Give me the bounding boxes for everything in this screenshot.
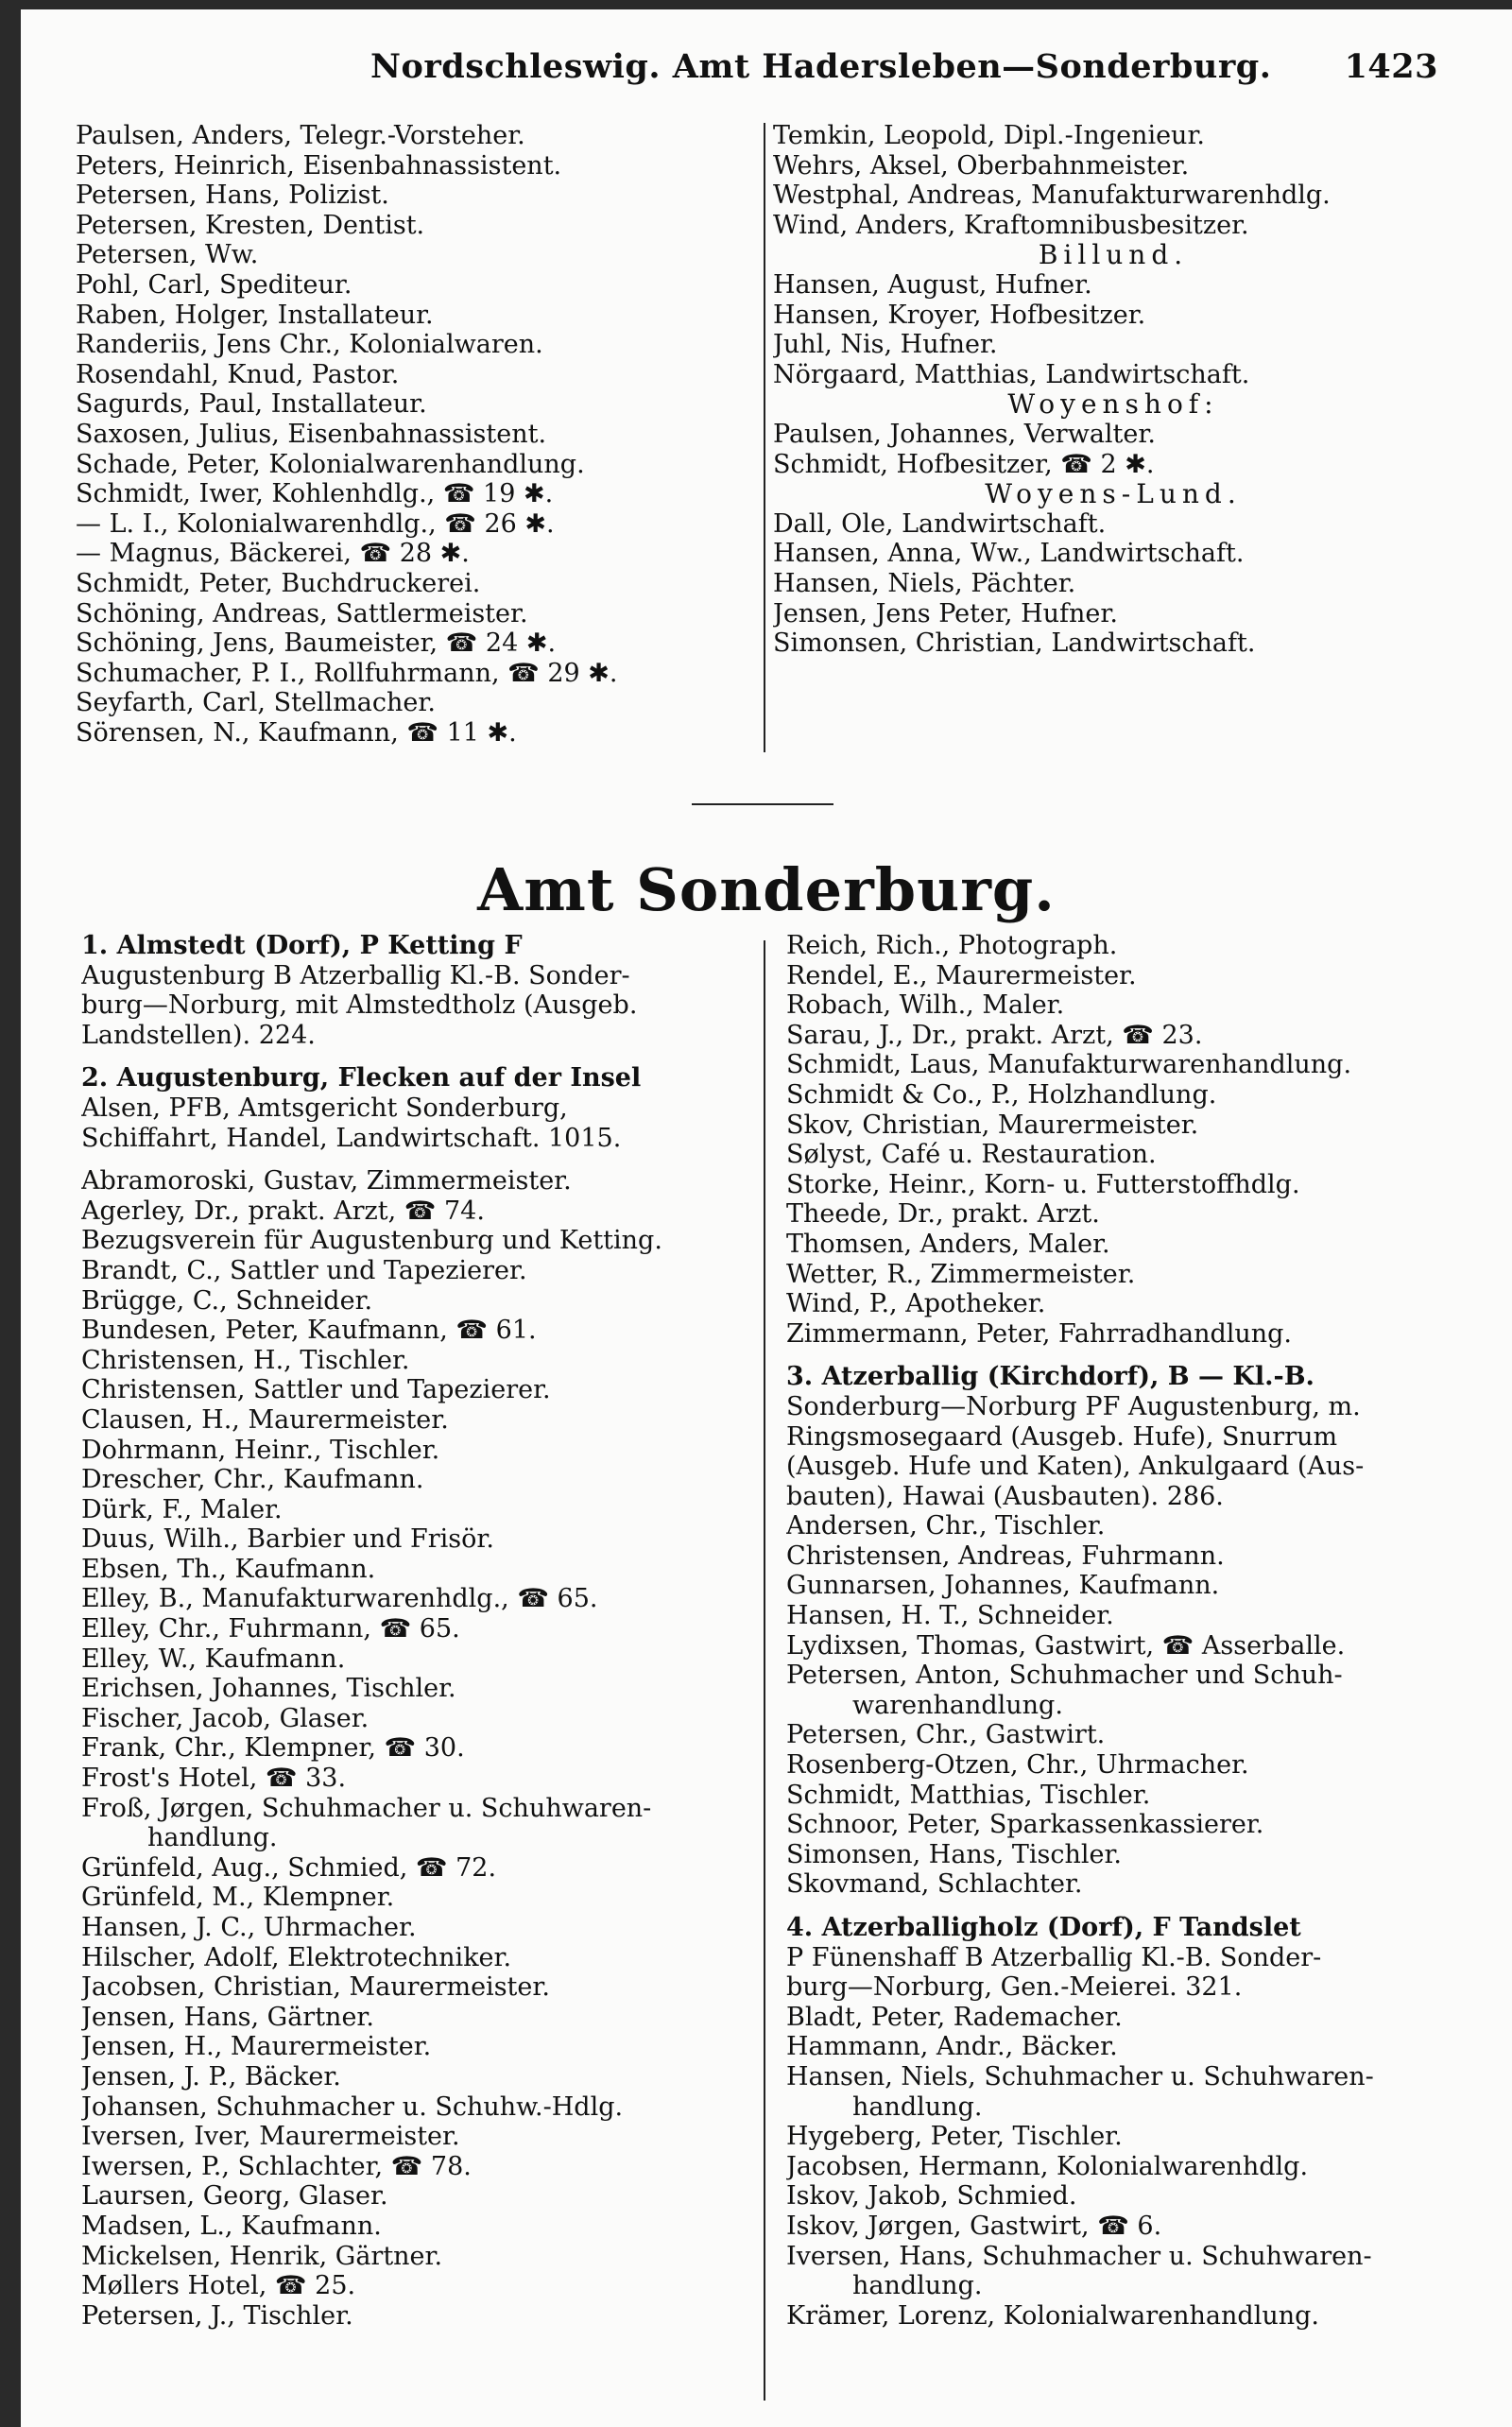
- directory-entry: Hansen, J. C., Uhrmacher.: [81, 1913, 417, 1942]
- directory-entry: Hansen, Niels, Schuhmacher u. Schuhwaren-: [786, 2061, 1374, 2091]
- column-divider-top: [764, 123, 765, 752]
- directory-entry: Grünfeld, M., Klempner.: [81, 1883, 395, 1913]
- bottom-right-column: [786, 931, 1459, 2331]
- directory-entry: Froß, Jørgen, Schuhmacher u. Schuhwaren-: [81, 1793, 652, 1823]
- directory-entry: Rosenberg-Otzen, Chr., Uhrmacher.: [786, 1750, 1249, 1781]
- directory-entry: — Magnus, Bäckerei, ☎ 28 ✱.: [76, 539, 470, 569]
- directory-entry: Brandt, C., Sattler und Tapezierer.: [81, 1255, 527, 1285]
- directory-entry: Wind, Anders, Kraftomnibusbesitzer.: [773, 210, 1249, 240]
- directory-entry: Simonsen, Christian, Landwirtschaft.: [773, 628, 1256, 659]
- directory-entry: Hilscher, Adolf, Elektrotechniker.: [81, 1942, 512, 1972]
- directory-entry: Dürk, F., Maler.: [81, 1494, 283, 1524]
- directory-entry: Christensen, Sattler und Tapezierer.: [81, 1375, 551, 1405]
- place-heading: Woyenshof:: [1007, 389, 1219, 420]
- directory-entry: Laursen, Georg, Glaser.: [81, 2181, 388, 2212]
- directory-entry: Zimmermann, Peter, Fahrradhandlung.: [786, 1318, 1293, 1349]
- directory-entry: Bundesen, Peter, Kaufmann, ☎ 61.: [81, 1316, 537, 1346]
- directory-entry: Clausen, H., Maurermeister.: [81, 1404, 449, 1435]
- directory-entry: Ringsmosegaard (Ausgeb. Hufe), Snurrum: [786, 1421, 1338, 1452]
- directory-entry: Seyfarth, Carl, Stellmacher.: [76, 688, 436, 718]
- directory-entry: Westphal, Andreas, Manufakturwarenhdlg.: [773, 181, 1331, 211]
- directory-entry: Fischer, Jacob, Glaser.: [81, 1703, 369, 1733]
- directory-entry: Wetter, R., Zimmermeister.: [786, 1259, 1136, 1289]
- directory-entry: Sonderburg—Norburg PF Augustenburg, m.: [786, 1391, 1361, 1421]
- directory-entry: Reich, Rich., Photograph.: [786, 931, 1118, 960]
- directory-entry: Schumacher, P. I., Rollfuhrmann, ☎ 29 ✱.: [76, 658, 618, 688]
- directory-entry: Jensen, H., Maurermeister.: [81, 2032, 432, 2062]
- directory-entry: Pohl, Carl, Spediteur.: [76, 269, 352, 300]
- directory-entry: Hammann, Andr., Bäcker.: [786, 2032, 1118, 2062]
- directory-entry: Sörensen, N., Kaufmann, ☎ 11 ✱.: [76, 717, 517, 748]
- directory-entry: Paulsen, Anders, Telegr.-Vorsteher.: [76, 121, 525, 150]
- directory-entry: Duus, Wilh., Barbier und Frisör.: [81, 1524, 494, 1555]
- directory-entry: Schöning, Jens, Baumeister, ☎ 24 ✱.: [76, 628, 557, 659]
- directory-entry: Simonsen, Hans, Tischler.: [786, 1839, 1122, 1869]
- directory-entry: Peters, Heinrich, Eisenbahnassistent.: [76, 150, 562, 181]
- directory-entry: Schmidt, Hofbesitzer, ☎ 2 ✱.: [773, 449, 1155, 479]
- directory-entry: Wehrs, Aksel, Oberbahnmeister.: [773, 150, 1190, 181]
- directory-entry: Jensen, Jens Peter, Hufner.: [773, 598, 1118, 628]
- directory-entry: Theede, Dr., prakt. Arzt.: [786, 1199, 1100, 1230]
- directory-entry: Raben, Holger, Installateur.: [76, 300, 434, 330]
- directory-entry: Augustenburg B Atzerballig Kl.-B. Sonder-: [81, 960, 630, 990]
- directory-entry: Petersen, Anton, Schuhmacher und Schuh-: [786, 1661, 1343, 1691]
- directory-entry: (Ausgeb. Hufe und Katen), Ankulgaard (Aus-: [786, 1452, 1365, 1482]
- directory-entry: Schöning, Andreas, Sattlermeister.: [76, 598, 528, 628]
- directory-entry: Wind, P., Apotheker.: [786, 1289, 1046, 1319]
- directory-entry: Jacobsen, Hermann, Kolonialwarenhdlg.: [786, 2151, 1309, 2181]
- directory-entry: Ebsen, Th., Kaufmann.: [81, 1554, 376, 1584]
- top-right-column: [773, 121, 1453, 659]
- directory-entry: Rendel, E., Maurermeister.: [786, 960, 1137, 990]
- spacer: [81, 1050, 754, 1063]
- directory-entry: Hansen, Kroyer, Hofbesitzer.: [773, 300, 1146, 330]
- spacer: [81, 1153, 754, 1166]
- directory-entry: Dohrmann, Heinr., Tischler.: [81, 1435, 440, 1465]
- directory-entry: handlung.: [147, 1823, 278, 1853]
- page-header: [370, 47, 1438, 104]
- directory-entry: Elley, B., Manufakturwarenhdlg., ☎ 65.: [81, 1584, 598, 1614]
- running-title: Nordschleswig. Amt Hadersleben—Sonderburg.: [370, 47, 1272, 86]
- directory-entry: Schnoor, Peter, Sparkassenkassierer.: [786, 1810, 1264, 1840]
- directory-entry: Erichsen, Johannes, Tischler.: [81, 1674, 456, 1704]
- directory-entry: Skov, Christian, Maurermeister.: [786, 1110, 1199, 1140]
- directory-entry: Hansen, H. T., Schneider.: [786, 1601, 1114, 1631]
- place-heading: Woyens-Lund.: [985, 479, 1242, 509]
- directory-entry: Brügge, C., Schneider.: [81, 1285, 373, 1316]
- spacer: [786, 1900, 1459, 1913]
- directory-entry: Petersen, Chr., Gastwirt.: [786, 1720, 1106, 1750]
- spacer: [786, 1349, 1459, 1362]
- section-separator: [692, 803, 833, 805]
- directory-entry: Hygeberg, Peter, Tischler.: [786, 2122, 1123, 2152]
- directory-entry: Nörgaard, Matthias, Landwirtschaft.: [773, 359, 1250, 389]
- directory-entry: Saxosen, Julius, Eisenbahnassistent.: [76, 419, 547, 449]
- directory-entry: Agerley, Dr., prakt. Arzt, ☎ 74.: [81, 1196, 485, 1226]
- directory-entry: Iskov, Jørgen, Gastwirt, ☎ 6.: [786, 2211, 1162, 2241]
- directory-entry: Schiffahrt, Handel, Landwirtschaft. 1015.: [81, 1123, 622, 1153]
- directory-entry: Iversen, Iver, Maurermeister.: [81, 2122, 460, 2152]
- place-entry-heading: 2. Augustenburg, Flecken auf der Insel: [81, 1063, 642, 1093]
- directory-entry: Mickelsen, Henrik, Gärtner.: [81, 2241, 443, 2271]
- place-entry-heading: 3. Atzerballig (Kirchdorf), B — Kl.-B.: [786, 1362, 1314, 1392]
- directory-entry: Schmidt, Iwer, Kohlenhdlg., ☎ 19 ✱.: [76, 479, 554, 509]
- directory-entry: Randeriis, Jens Chr., Kolonialwaren.: [76, 330, 543, 360]
- directory-entry: Sagurds, Paul, Installateur.: [76, 389, 427, 420]
- place-entry-heading: 1. Almstedt (Dorf), P Ketting F: [81, 931, 523, 960]
- directory-entry: Skovmand, Schlachter.: [786, 1869, 1083, 1900]
- directory-entry: Lydixsen, Thomas, Gastwirt, ☎ Asserballe.: [786, 1630, 1346, 1661]
- directory-entry: Sølyst, Café u. Restauration.: [786, 1140, 1157, 1170]
- directory-entry: — L. I., Kolonialwarenhdlg., ☎ 26 ✱.: [76, 508, 555, 539]
- directory-entry: Landstellen). 224.: [81, 1020, 316, 1050]
- directory-entry: Schmidt, Laus, Manufakturwarenhandlung.: [786, 1050, 1352, 1080]
- directory-entry: Storke, Heinr., Korn- u. Futterstoffhdlg.: [786, 1169, 1300, 1199]
- directory-entry: Bezugsverein für Augustenburg und Ketting.: [81, 1226, 662, 1256]
- directory-entry: Gunnarsen, Johannes, Kaufmann.: [786, 1571, 1220, 1601]
- directory-entry: Dall, Ole, Landwirtschaft.: [773, 508, 1107, 539]
- directory-entry: Madsen, L., Kaufmann.: [81, 2211, 382, 2241]
- directory-entry: handlung.: [852, 2271, 983, 2301]
- directory-entry: Petersen, Hans, Polizist.: [76, 181, 389, 211]
- section-title: Amt Sonderburg.: [477, 855, 1056, 924]
- directory-entry: burg—Norburg, Gen.-Meierei. 321.: [786, 1972, 1243, 2003]
- top-left-column: [76, 121, 756, 748]
- directory-entry: Petersen, Ww.: [76, 240, 259, 270]
- place-heading: Billund.: [1038, 240, 1189, 270]
- directory-entry: Paulsen, Johannes, Verwalter.: [773, 419, 1156, 449]
- directory-entry: Schmidt, Matthias, Tischler.: [786, 1780, 1151, 1810]
- directory-entry: Rosendahl, Knud, Pastor.: [76, 359, 400, 389]
- directory-entry: Petersen, Kresten, Dentist.: [76, 210, 425, 240]
- directory-entry: Drescher, Chr., Kaufmann.: [81, 1465, 424, 1495]
- directory-entry: Iversen, Hans, Schuhmacher u. Schuhwaren-: [786, 2241, 1372, 2271]
- column-divider-bottom: [764, 940, 765, 2401]
- directory-entry: Møllers Hotel, ☎ 25.: [81, 2271, 356, 2301]
- directory-entry: P Fünenshaff B Atzerballig Kl.-B. Sonder-: [786, 1942, 1322, 1972]
- directory-entry: Schmidt & Co., P., Holzhandlung.: [786, 1079, 1217, 1110]
- directory-entry: Jacobsen, Christian, Maurermeister.: [81, 1972, 550, 2003]
- directory-entry: Grünfeld, Aug., Schmied, ☎ 72.: [81, 1852, 497, 1883]
- directory-entry: Iwersen, P., Schlachter, ☎ 78.: [81, 2151, 472, 2181]
- directory-entry: handlung.: [852, 2091, 983, 2122]
- directory-entry: Elley, Chr., Fuhrmann, ☎ 65.: [81, 1614, 460, 1644]
- directory-entry: Sarau, J., Dr., prakt. Arzt, ☎ 23.: [786, 1020, 1203, 1050]
- directory-entry: Elley, W., Kaufmann.: [81, 1644, 346, 1674]
- directory-entry: Frank, Chr., Klempner, ☎ 30.: [81, 1733, 465, 1764]
- directory-entry: Schade, Peter, Kolonialwarenhandlung.: [76, 449, 585, 479]
- directory-entry: burg—Norburg, mit Almstedtholz (Ausgeb.: [81, 990, 638, 1021]
- directory-entry: Thomsen, Anders, Maler.: [786, 1229, 1110, 1259]
- directory-entry: Robach, Wilh., Maler.: [786, 990, 1065, 1021]
- directory-entry: Frost's Hotel, ☎ 33.: [81, 1764, 347, 1794]
- directory-entry: Hansen, August, Hufner.: [773, 269, 1092, 300]
- directory-entry: Petersen, J., Tischler.: [81, 2300, 353, 2331]
- directory-entry: Christensen, H., Tischler.: [81, 1345, 410, 1375]
- directory-entry: Abramoroski, Gustav, Zimmermeister.: [81, 1166, 572, 1196]
- directory-entry: Temkin, Leopold, Dipl.-Ingenieur.: [773, 121, 1205, 150]
- directory-entry: Hansen, Anna, Ww., Landwirtschaft.: [773, 539, 1245, 569]
- directory-entry: Jensen, Hans, Gärtner.: [81, 2002, 374, 2032]
- directory-entry: Hansen, Niels, Pächter.: [773, 568, 1076, 598]
- directory-entry: Johansen, Schuhmacher u. Schuhw.-Hdlg.: [81, 2091, 624, 2122]
- directory-entry: Christensen, Andreas, Fuhrmann.: [786, 1541, 1225, 1571]
- directory-entry: Iskov, Jakob, Schmied.: [786, 2181, 1077, 2212]
- page-number: 1423: [1344, 47, 1438, 86]
- directory-entry: Krämer, Lorenz, Kolonialwarenhandlung.: [786, 2300, 1319, 2331]
- directory-entry: warenhandlung.: [852, 1690, 1063, 1720]
- directory-entry: Jensen, J. P., Bäcker.: [81, 2061, 341, 2091]
- place-entry-heading: 4. Atzerballigholz (Dorf), F Tandslet: [786, 1913, 1301, 1942]
- directory-entry: bauten), Hawai (Ausbauten). 286.: [786, 1481, 1224, 1511]
- directory-entry: Juhl, Nis, Hufner.: [773, 330, 998, 360]
- directory-entry: Schmidt, Peter, Buchdruckerei.: [76, 568, 481, 598]
- directory-entry: Andersen, Chr., Tischler.: [786, 1511, 1106, 1541]
- directory-entry: Bladt, Peter, Rademacher.: [786, 2002, 1123, 2032]
- bottom-left-column: [81, 931, 754, 2331]
- directory-entry: Alsen, PFB, Amtsgericht Sonderburg,: [81, 1093, 568, 1123]
